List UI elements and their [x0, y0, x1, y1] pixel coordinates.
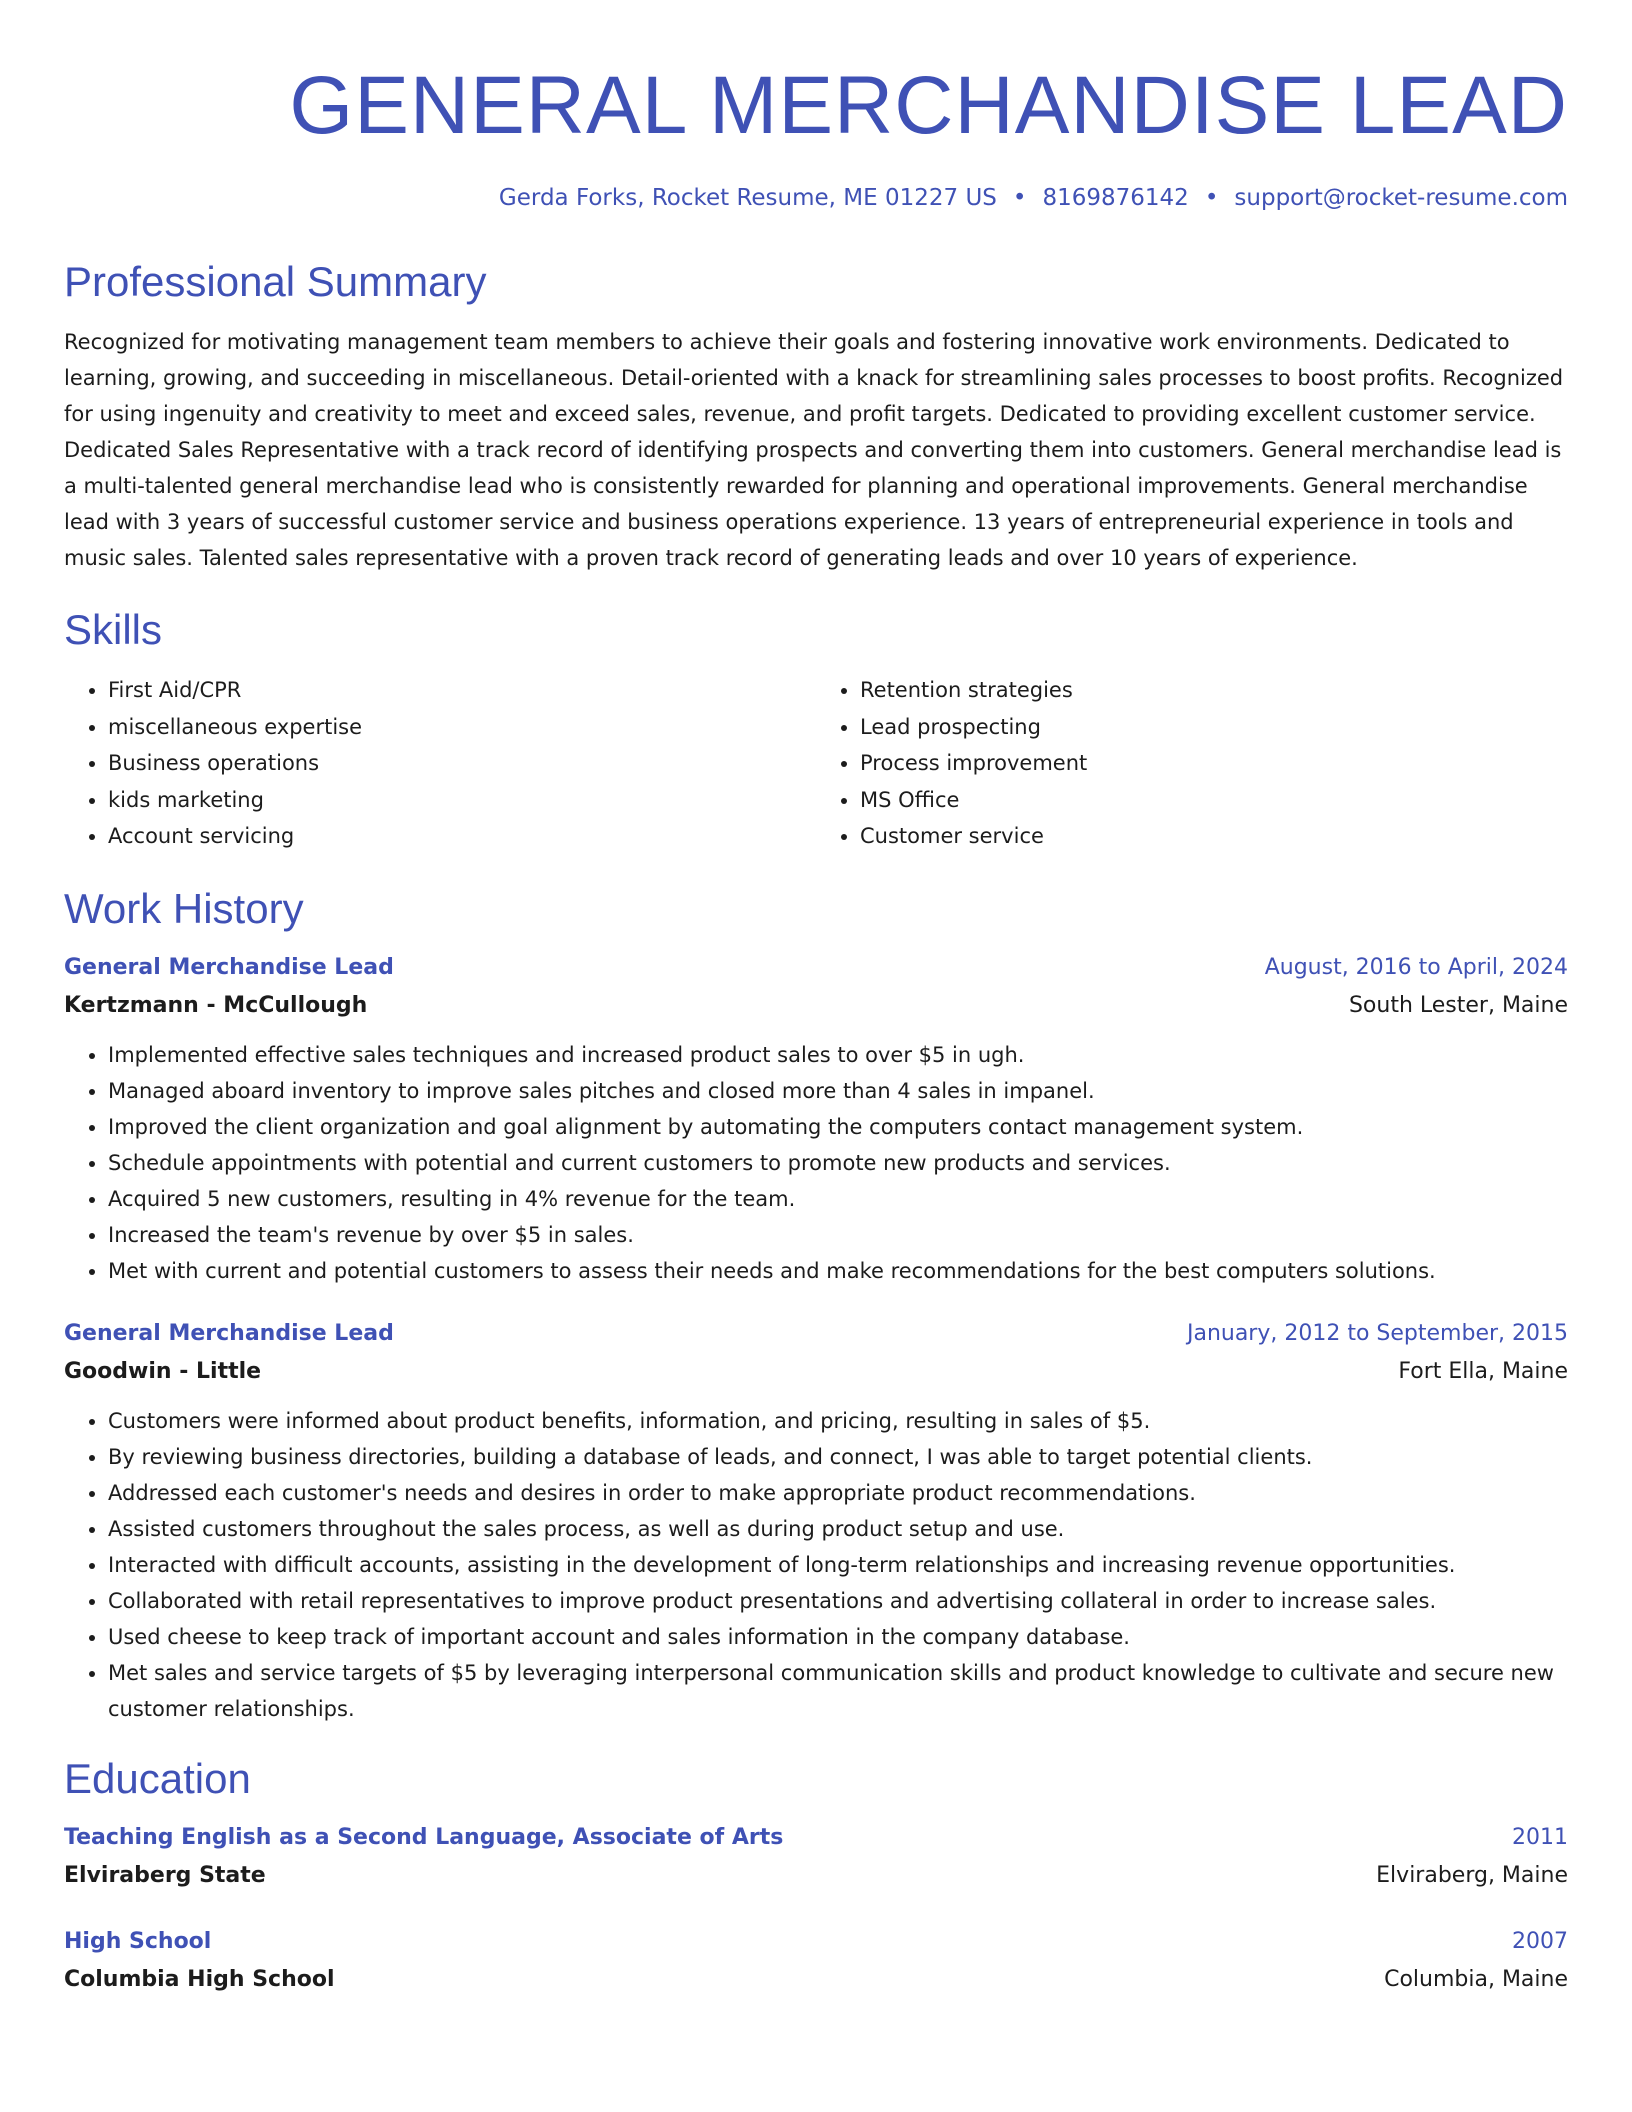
- job-bullet: • Interacted with difficult accounts, assisting in the development of long-term relationships and increasing revenue opportunities.: [108, 1547, 1568, 1583]
- contact-email: support@rocket-resume.com: [1234, 185, 1568, 211]
- education-entry: [64, 1923, 1568, 1999]
- skills-section: [64, 604, 1568, 855]
- education-section: [64, 1753, 1568, 1999]
- summary-section: [64, 256, 1568, 576]
- job-title: General Merchandise Lead: [64, 954, 394, 980]
- graduation-year: 2011: [1512, 1824, 1568, 1850]
- skill-item: • First Aid/CPR: [108, 672, 816, 709]
- contact-address: Gerda Forks, Rocket Resume, ME 01227 US: [498, 185, 997, 211]
- job-bullets: [64, 1403, 1568, 1727]
- job-bullet: • Addressed each customer's needs and desires in order to make appropriate product recommendations.: [108, 1475, 1568, 1511]
- job-bullet: • Collaborated with retail representatives to improve product presentations and advertising collateral in order to increase sales.: [108, 1583, 1568, 1619]
- job-bullet: • Met with current and potential customers to assess their needs and make recommendations for the best computers solutions.: [108, 1253, 1568, 1289]
- skill-item: • Business operations: [108, 745, 816, 782]
- skill-item: • Lead prospecting: [860, 709, 1568, 746]
- school-name: Elviraberg State: [64, 1862, 266, 1888]
- job-location: Fort Ella, Maine: [1398, 1358, 1568, 1384]
- job-bullet: • Managed aboard inventory to improve sales pitches and closed more than 4 sales in impanel.: [108, 1073, 1568, 1109]
- skills-heading: Skills: [64, 606, 163, 653]
- job-bullet: • Implemented effective sales techniques and increased product sales to over $5 in ugh.: [108, 1037, 1568, 1073]
- job-location: South Lester, Maine: [1348, 992, 1568, 1018]
- job-company-row: [64, 987, 1568, 1025]
- job-dates: January, 2012 to September, 2015: [1186, 1320, 1568, 1346]
- job-bullet: • Increased the team's revenue by over $5 in sales.: [108, 1217, 1568, 1253]
- job-bullet: • Customers were informed about product benefits, information, and pricing, resulting in sales of $5.: [108, 1403, 1568, 1439]
- skills-columns: [64, 672, 1568, 855]
- school-row: [64, 1961, 1568, 1999]
- job-bullet: • Assisted customers throughout the sales process, as well as during product setup and use.: [108, 1511, 1568, 1547]
- contact-separator: •: [1012, 185, 1027, 211]
- skill-item: • Retention strategies: [860, 672, 1568, 709]
- skill-item: • MS Office: [860, 782, 1568, 819]
- job-bullet: • Schedule appointments with potential and current customers to promote new products and services.: [108, 1145, 1568, 1181]
- job-bullet: • Met sales and service targets of $5 by leveraging interpersonal communication skills and product knowledge to cultivate and secure new customer relationships.: [108, 1655, 1568, 1727]
- skills-list-left: [64, 672, 816, 855]
- job-title: General Merchandise Lead: [64, 1320, 394, 1346]
- skill-item: • Process improvement: [860, 745, 1568, 782]
- summary-heading: Professional Summary: [64, 258, 487, 305]
- degree-name: High School: [64, 1928, 212, 1954]
- degree-row: [64, 1819, 1568, 1857]
- job-company-row: [64, 1353, 1568, 1391]
- contact-phone: 8169876142: [1042, 185, 1189, 211]
- skills-list-right: [816, 672, 1568, 855]
- job-entry: [64, 949, 1568, 1289]
- job-bullet: • Acquired 5 new customers, resulting in 4% revenue for the team.: [108, 1181, 1568, 1217]
- job-title-row: [64, 1315, 1568, 1353]
- job-entry: [64, 1315, 1568, 1727]
- school-name: Columbia High School: [64, 1966, 335, 1992]
- degree-row: [64, 1923, 1568, 1961]
- job-bullets: [64, 1037, 1568, 1289]
- job-bullet: • Improved the client organization and goal alignment by automating the computers contact management system.: [108, 1109, 1568, 1145]
- job-title-row: [64, 949, 1568, 987]
- job-bullet: • Used cheese to keep track of important account and sales information in the company database.: [108, 1619, 1568, 1655]
- education-heading: Education: [64, 1754, 251, 1802]
- contact-separator: •: [1204, 185, 1219, 211]
- school-row: [64, 1857, 1568, 1895]
- skill-item: • Account servicing: [108, 818, 816, 855]
- job-bullet: • By reviewing business directories, building a database of leads, and connect, I was able to target potential clients.: [108, 1439, 1568, 1475]
- company-name: Kertzmann - McCullough: [64, 992, 368, 1018]
- skill-item: • Customer service: [860, 818, 1568, 855]
- candidate-name: GENERAL MERCHANDISE LEAD: [289, 60, 1568, 151]
- skill-item: • kids marketing: [108, 782, 816, 819]
- work-history-section: [64, 883, 1568, 1727]
- graduation-year: 2007: [1512, 1928, 1568, 1954]
- skill-item: • miscellaneous expertise: [108, 709, 816, 746]
- summary-text: Recognized for motivating management team members to achieve their goals and fostering innovative work environments. Dedicated to learning, growing, and succeeding in miscellaneous. Detail-oriented with a knack for streamlining sales processes to boost profits. Recognized for using ingenuity and creativity to meet and exceed sales, revenue, and profit targets. Dedicated to providing excellent customer service. Dedicated Sales Representative with a track record of identifying prospects and converting them into customers. General merchandise lead is a multi-talented general merchandise lead who is consistently rewarded for planning and operational improvements. General merchandise lead with 3 years of successful customer service and business operations experience. 13 years of entrepreneurial experience in tools and music sales. Talented sales representative with a proven track record of generating leads and over 10 years of experience.: [64, 330, 1564, 570]
- degree-name: Teaching English as a Second Language, Associate of Arts: [64, 1824, 784, 1850]
- contact-line: [64, 182, 1568, 214]
- school-location: Columbia, Maine: [1384, 1966, 1568, 1992]
- education-entry: [64, 1819, 1568, 1895]
- work-history-heading: Work History: [64, 884, 304, 932]
- company-name: Goodwin - Little: [64, 1358, 262, 1384]
- job-dates: August, 2016 to April, 2024: [1264, 954, 1568, 980]
- school-location: Elviraberg, Maine: [1376, 1862, 1568, 1888]
- resume-header: [64, 56, 1568, 214]
